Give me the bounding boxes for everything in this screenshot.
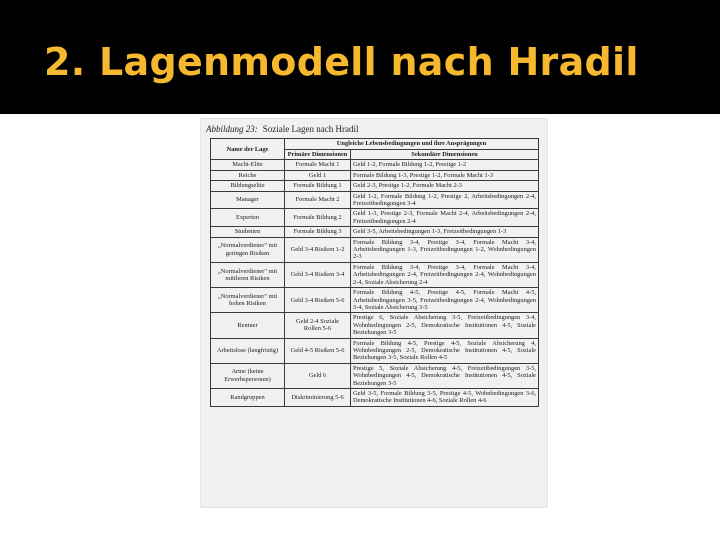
primaere-dimension: Formale Macht 1 bbox=[285, 160, 351, 170]
sekundaere-dimension: Formale Bildung 3-4, Prestige 3-4, Formale Macht 3-4, Arbeitsbedingungen 2-4, Freizeitbedingungen 2-4, Wohnbedingungen 2-4, Soziale Absicherung 2-4 bbox=[351, 262, 539, 287]
table-row bbox=[211, 237, 539, 262]
primaere-dimension: Formale Macht 2 bbox=[285, 191, 351, 209]
header-primaere-dimensionen: Primäre Dimensionen bbox=[285, 150, 351, 160]
primaere-dimension: Diskriminierung 5-6 bbox=[285, 388, 351, 406]
lage-name: Randgruppen bbox=[211, 388, 285, 406]
lage-name: Reiche bbox=[211, 170, 285, 180]
slide-title: 2. Lagenmodell nach Hradil bbox=[44, 40, 639, 84]
table-row bbox=[211, 170, 539, 180]
lage-name: Experten bbox=[211, 209, 285, 227]
table-row bbox=[211, 181, 539, 191]
primaere-dimension: Geld 1 bbox=[285, 170, 351, 180]
lage-name: Manager bbox=[211, 191, 285, 209]
sekundaere-dimension: Geld 3-5, Arbeitsbedingungen 1-3, Freizeitbedingungen 1-3 bbox=[351, 227, 539, 237]
primaere-dimension: Geld 6 bbox=[285, 363, 351, 388]
lage-name: Rentner bbox=[211, 313, 285, 338]
table-row bbox=[211, 288, 539, 313]
header-lebensbedingungen: Ungleiche Lebensbedingungen und ihre Ausprägungen bbox=[285, 139, 539, 150]
lage-name: „Normalverdiener" mit geringen Risiken bbox=[211, 237, 285, 262]
table-row bbox=[211, 363, 539, 388]
figure-caption-label: Abbildung 23: bbox=[206, 124, 258, 134]
sekundaere-dimension: Geld 1-2, Formale Bildung 1-2, Prestige 2, Arbeitsbedingungen 2-4, Freizeitbedingungen 3-4 bbox=[351, 191, 539, 209]
sekundaere-dimension: Prestige 5, Soziale Absicherung 4-5, Freizeitbedingungen 3-5, Wohnbedingungen 4-5, Demokratische Institutionen 4-5, Soziale Beziehungen 3-5 bbox=[351, 363, 539, 388]
lage-name: Macht-Elite bbox=[211, 160, 285, 170]
primaere-dimension: Formale Bildung 3 bbox=[285, 227, 351, 237]
table-row bbox=[211, 160, 539, 170]
sekundaere-dimension: Geld 1-3, Prestige 2-3, Formale Macht 2-4, Arbeitsbedingungen 2-4, Freizeitbedingungen 2-4 bbox=[351, 209, 539, 227]
title-bar bbox=[0, 0, 720, 114]
sekundaere-dimension: Geld 3-5, Formale Bildung 3-5, Prestige 4-5, Wohnbedingungen 3-6, Demokratische Institutionen 4-6, Soziale Rollen 4-6 bbox=[351, 388, 539, 406]
soziale-lagen-table bbox=[210, 138, 539, 407]
table-row bbox=[211, 388, 539, 406]
lage-name: Bildungselite bbox=[211, 181, 285, 191]
lage-name: „Normalverdiener" mit mittleren Risiken bbox=[211, 262, 285, 287]
table-row bbox=[211, 209, 539, 227]
primaere-dimension: Geld 3-4 Risiken 1-2 bbox=[285, 237, 351, 262]
sekundaere-dimension: Formale Bildung 4-5, Prestige 4-5, Soziale Absicherung 4, Wohnbedingungen 2-5, Demokratische Institutionen 4-5, Soziale Beziehungen 3-5, Soziale Rollen 4-5 bbox=[351, 338, 539, 363]
lage-name: Arbeitslose (langfristig) bbox=[211, 338, 285, 363]
sekundaere-dimension: Geld 2-3, Prestige 1-2, Formale Macht 2-3 bbox=[351, 181, 539, 191]
lage-name: Studenten bbox=[211, 227, 285, 237]
primaere-dimension: Geld 4-5 Risiken 5-6 bbox=[285, 338, 351, 363]
primaere-dimension: Geld 2-4 Soziale Rollen 5-6 bbox=[285, 313, 351, 338]
table-row bbox=[211, 227, 539, 237]
table-row bbox=[211, 313, 539, 338]
table-row bbox=[211, 338, 539, 363]
scanned-figure bbox=[200, 118, 548, 508]
primaere-dimension: Formale Bildung 2 bbox=[285, 209, 351, 227]
lage-name: Arme (keine Erwerbspersonen) bbox=[211, 363, 285, 388]
header-sekundaere-dimensionen: Sekundäre Dimensionen bbox=[351, 150, 539, 160]
header-name-der-lage: Name der Lage bbox=[211, 139, 285, 160]
sekundaere-dimension: Geld 1-2, Formale Bildung 1-2, Prestige 1-2 bbox=[351, 160, 539, 170]
figure-caption-title: Soziale Lagen nach Hradil bbox=[262, 124, 359, 134]
sekundaere-dimension: Prestige 6, Soziale Absicherung 3-5, Freizeitbedingungen 3-4, Wohnbedingungen 2-5, Demokratische Institutionen 4-5, Soziale Beziehungen 3-5 bbox=[351, 313, 539, 338]
sekundaere-dimension: Formale Bildung 4-5, Prestige 4-5, Formale Macht 4-5, Arbeitsbedingungen 3-5, Freizeitbedingungen 2-4, Wohnbedingungen 3-4, Soziale Absicherung 3-5 bbox=[351, 288, 539, 313]
primaere-dimension: Geld 3-4 Risiken 3-4 bbox=[285, 262, 351, 287]
sekundaere-dimension: Formale Bildung 3-4, Prestige 3-4, Formale Macht 3-4, Arbeitsbedingungen 1-3, Freizeitbedingungen 1-2, Wohnbedingungen 2-3 bbox=[351, 237, 539, 262]
primaere-dimension: Formale Bildung 1 bbox=[285, 181, 351, 191]
table-row bbox=[211, 191, 539, 209]
lage-name: „Normalverdiener" mit hohen Risiken bbox=[211, 288, 285, 313]
table-row bbox=[211, 262, 539, 287]
primaere-dimension: Geld 3-4 Risiken 5-6 bbox=[285, 288, 351, 313]
sekundaere-dimension: Formale Bildung 1-3, Prestige 1-2, Formale Macht 1-3 bbox=[351, 170, 539, 180]
figure-caption bbox=[206, 124, 358, 134]
